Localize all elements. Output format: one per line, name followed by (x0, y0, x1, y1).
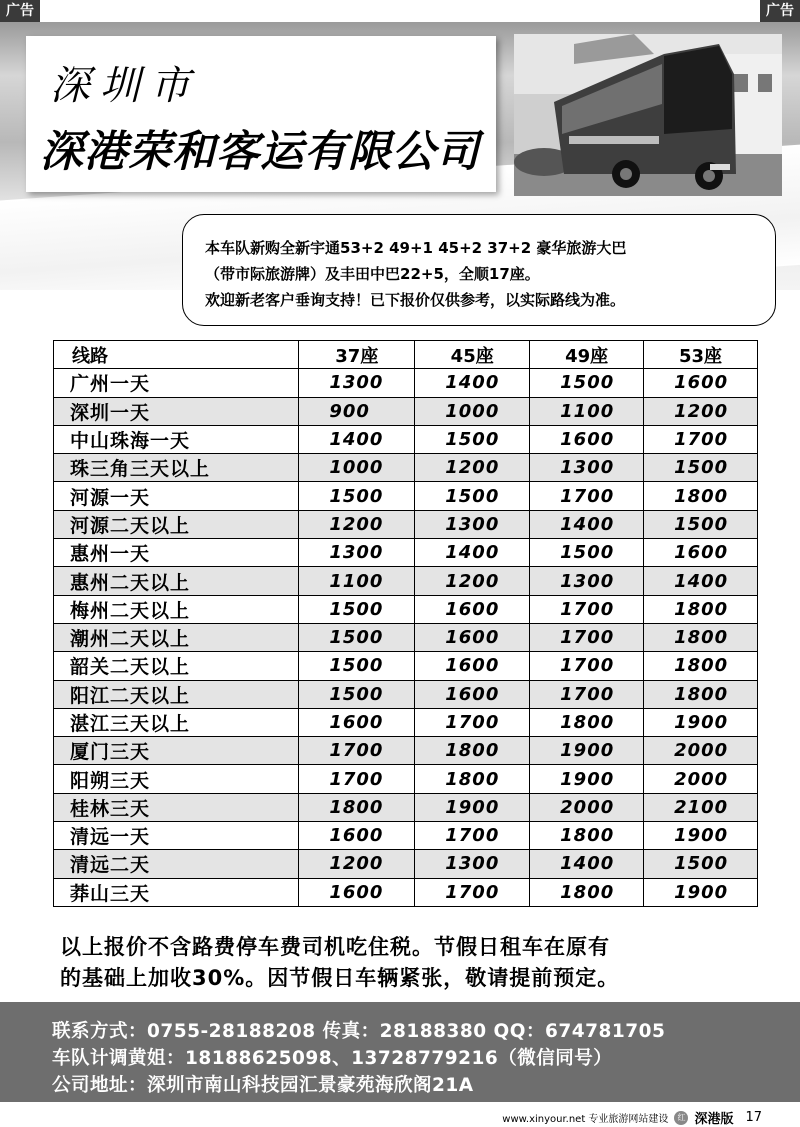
price-49: 1900 (530, 737, 644, 765)
price-45: 1700 (415, 822, 530, 850)
page-footer (502, 1108, 762, 1127)
price-53: 1500 (644, 510, 758, 538)
table-row (54, 765, 758, 793)
title-box (26, 36, 496, 192)
price-37: 1400 (299, 425, 415, 453)
route-cell: 河源二天以上 (54, 510, 299, 538)
price-49: 1700 (530, 652, 644, 680)
price-37: 1500 (299, 482, 415, 510)
bus-photo (514, 34, 782, 196)
company-name: 深港荣和客运有限公司 (40, 127, 480, 177)
price-45: 1400 (415, 539, 530, 567)
route-cell: 湛江三天以上 (54, 708, 299, 736)
contact-address-line: 公司地址：深圳市南山科技园汇景豪苑海欣阁21A (52, 1075, 474, 1096)
price-49: 1700 (530, 595, 644, 623)
note-line-2: 的基础上加收30%。因节假日车辆紧张，敬请提前预定。 (60, 966, 620, 990)
note-line-1: 以上报价不含路费停车费司机吃住税。节假日租车在原有 (60, 935, 610, 959)
price-37: 1800 (299, 793, 415, 821)
price-53: 1700 (644, 425, 758, 453)
table-row (54, 567, 758, 595)
price-49: 2000 (530, 793, 644, 821)
notice-line-1: 本车队新购全新宇通53+2 49+1 45+2 37+2 豪华旅游大巴 (205, 239, 627, 257)
route-cell: 莽山三天 (54, 878, 299, 906)
ad-label-right: 广告 (760, 0, 800, 22)
header-45: 45座 (415, 341, 530, 369)
header-route: 线路 (54, 341, 299, 369)
price-49: 1400 (530, 850, 644, 878)
page-number: 17 (745, 1110, 762, 1125)
route-cell: 阳江二天以上 (54, 680, 299, 708)
price-37: 1200 (299, 510, 415, 538)
price-53: 2000 (644, 737, 758, 765)
price-45: 1700 (415, 708, 530, 736)
price-49: 1500 (530, 369, 644, 397)
price-37: 1600 (299, 708, 415, 736)
pricing-note (60, 932, 619, 994)
header-49: 49座 (530, 341, 644, 369)
table-row (54, 822, 758, 850)
table-row (54, 369, 758, 397)
price-37: 1700 (299, 765, 415, 793)
notice-line-2: （带市际旅游牌）及丰田中巴22+5，全顺17座。 (205, 265, 540, 283)
price-37: 1700 (299, 737, 415, 765)
price-37: 1000 (299, 454, 415, 482)
route-cell: 珠三角三天以上 (54, 454, 299, 482)
header-53: 53座 (644, 341, 758, 369)
price-53: 1600 (644, 539, 758, 567)
table-row (54, 850, 758, 878)
price-53: 1500 (644, 454, 758, 482)
price-37: 1600 (299, 878, 415, 906)
route-cell: 清远一天 (54, 822, 299, 850)
table-row (54, 510, 758, 538)
price-37: 1200 (299, 850, 415, 878)
contact-phone-line: 联系方式：0755-28188208 传真：28188380 QQ：674781705 (52, 1021, 666, 1042)
price-45: 1300 (415, 850, 530, 878)
price-45: 1600 (415, 680, 530, 708)
price-53: 1400 (644, 567, 758, 595)
price-37: 1500 (299, 595, 415, 623)
price-45: 1000 (415, 397, 530, 425)
contact-dispatcher-line: 车队计调黄姐：18188625098、13728779216（微信同号） (52, 1048, 613, 1069)
price-53: 1900 (644, 878, 758, 906)
notice-line-3: 欢迎新老客户垂询支持！已下报价仅供参考，以实际路线为准。 (205, 291, 626, 309)
bus-illustration (514, 34, 782, 196)
route-cell: 中山珠海一天 (54, 425, 299, 453)
route-cell: 惠州一天 (54, 539, 299, 567)
price-53: 2100 (644, 793, 758, 821)
table-row (54, 652, 758, 680)
route-cell: 广州一天 (54, 369, 299, 397)
price-45: 1700 (415, 878, 530, 906)
route-cell: 梅州二天以上 (54, 595, 299, 623)
price-49: 1800 (530, 708, 644, 736)
route-cell: 韶关二天以上 (54, 652, 299, 680)
price-45: 1500 (415, 482, 530, 510)
table-row (54, 793, 758, 821)
table-row (54, 595, 758, 623)
price-49: 1300 (530, 567, 644, 595)
price-45: 1200 (415, 454, 530, 482)
header-37: 37座 (299, 341, 415, 369)
price-49: 1700 (530, 623, 644, 651)
price-53: 1500 (644, 850, 758, 878)
price-45: 1800 (415, 737, 530, 765)
table-row (54, 680, 758, 708)
price-53: 1600 (644, 369, 758, 397)
footer-edition: 深港版 (694, 1112, 734, 1127)
price-table (53, 340, 758, 907)
price-53: 2000 (644, 765, 758, 793)
price-53: 1900 (644, 708, 758, 736)
city-title: 深圳市 (50, 63, 200, 109)
price-37: 1500 (299, 680, 415, 708)
route-cell: 潮州二天以上 (54, 623, 299, 651)
price-37: 1500 (299, 652, 415, 680)
route-cell: 清远二天 (54, 850, 299, 878)
price-49: 1300 (530, 454, 644, 482)
price-45: 1900 (415, 793, 530, 821)
price-49: 1800 (530, 822, 644, 850)
publisher-logo-icon: 红 (674, 1111, 688, 1125)
price-45: 1200 (415, 567, 530, 595)
price-37: 900 (299, 397, 415, 425)
table-row (54, 623, 758, 651)
route-cell: 厦门三天 (54, 737, 299, 765)
price-45: 1500 (415, 425, 530, 453)
price-49: 1700 (530, 482, 644, 510)
price-45: 1600 (415, 652, 530, 680)
price-49: 1800 (530, 878, 644, 906)
table-row (54, 482, 758, 510)
price-37: 1300 (299, 539, 415, 567)
price-45: 1300 (415, 510, 530, 538)
route-cell: 河源一天 (54, 482, 299, 510)
route-cell: 深圳一天 (54, 397, 299, 425)
ad-label-left: 广告 (0, 0, 40, 22)
price-53: 1800 (644, 652, 758, 680)
price-53: 1200 (644, 397, 758, 425)
price-49: 1100 (530, 397, 644, 425)
price-53: 1800 (644, 482, 758, 510)
footer-site: www.xinyour.net 专业旅游网站建设 (502, 1114, 669, 1125)
price-49: 1500 (530, 539, 644, 567)
price-49: 1400 (530, 510, 644, 538)
price-49: 1700 (530, 680, 644, 708)
price-45: 1600 (415, 595, 530, 623)
table-row (54, 425, 758, 453)
table-header-row (54, 341, 758, 369)
contact-bar (0, 1002, 800, 1102)
table-row (54, 454, 758, 482)
price-37: 1300 (299, 369, 415, 397)
price-45: 1800 (415, 765, 530, 793)
price-37: 1500 (299, 623, 415, 651)
price-45: 1600 (415, 623, 530, 651)
price-45: 1400 (415, 369, 530, 397)
route-cell: 阳朔三天 (54, 765, 299, 793)
price-37: 1100 (299, 567, 415, 595)
table-row (54, 878, 758, 906)
notice-box (182, 214, 776, 326)
route-cell: 惠州二天以上 (54, 567, 299, 595)
price-49: 1900 (530, 765, 644, 793)
price-53: 1800 (644, 623, 758, 651)
price-53: 1800 (644, 595, 758, 623)
price-37: 1600 (299, 822, 415, 850)
table-row (54, 737, 758, 765)
table-row (54, 397, 758, 425)
table-row (54, 708, 758, 736)
table-row (54, 539, 758, 567)
price-49: 1600 (530, 425, 644, 453)
price-53: 1900 (644, 822, 758, 850)
route-cell: 桂林三天 (54, 793, 299, 821)
price-53: 1800 (644, 680, 758, 708)
